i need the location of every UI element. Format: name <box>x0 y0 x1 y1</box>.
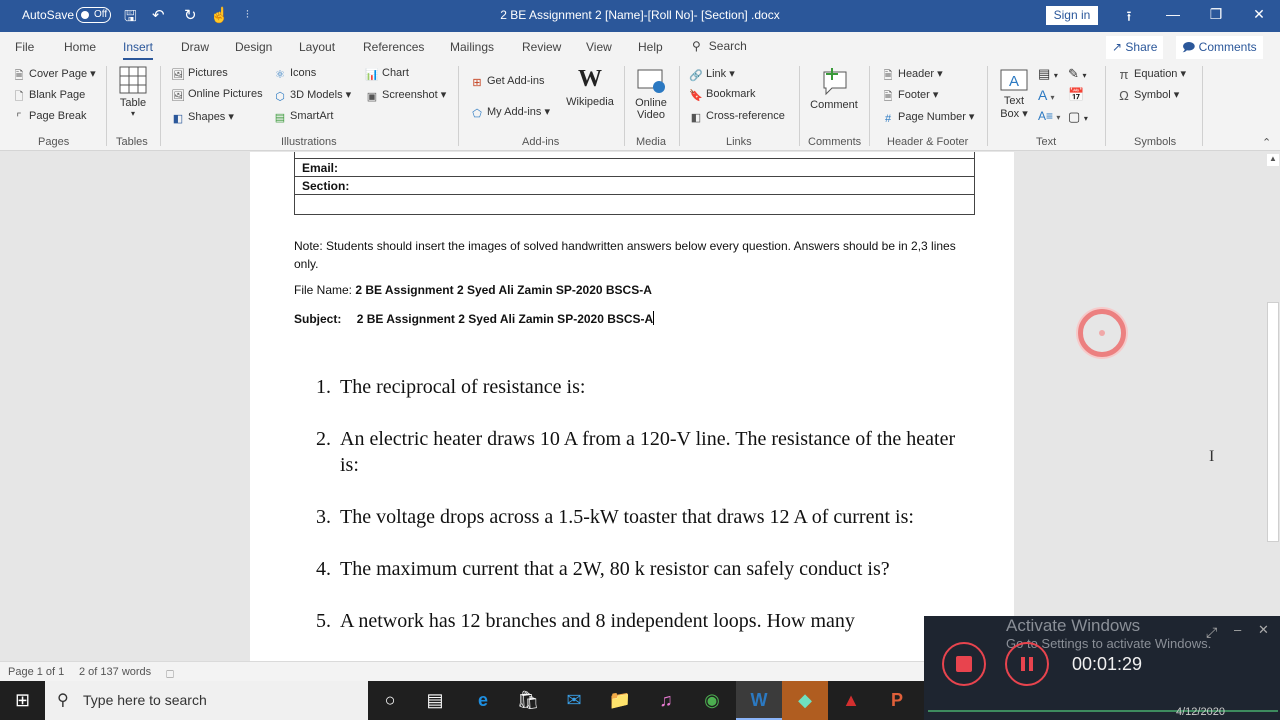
powerpoint-icon[interactable]: P <box>890 690 903 710</box>
svg-text:A: A <box>1009 73 1020 90</box>
cover-page-button[interactable] <box>12 67 96 80</box>
signature-line-icon[interactable]: ✎ ▾ <box>1068 66 1087 81</box>
pi-icon: π <box>1119 67 1129 82</box>
online-video-icon <box>636 68 666 94</box>
3d-models-button[interactable] <box>273 88 351 102</box>
cross-reference-label: Cross-reference <box>706 110 785 122</box>
shapes-icon: ◧ <box>172 113 184 125</box>
pictures-label: Pictures <box>188 67 228 79</box>
document-page[interactable] <box>250 152 1014 661</box>
filmora-icon[interactable]: ◆ <box>782 681 828 720</box>
my-addins-icon: ⬠ <box>472 108 482 120</box>
wikipedia-icon: W <box>578 66 602 92</box>
close-icon[interactable]: ✕ <box>1253 6 1265 22</box>
pictures-button[interactable] <box>171 67 228 80</box>
document-canvas[interactable] <box>0 152 1266 661</box>
autosave-label: AutoSave <box>22 8 75 22</box>
group-label-symbols: Symbols <box>1134 136 1177 148</box>
question-item <box>316 504 966 530</box>
online-video-label: Online <box>635 97 667 109</box>
new-comment-button[interactable] <box>806 66 862 111</box>
tab-help[interactable]: Help <box>638 40 663 54</box>
expand-icon[interactable]: ⤢ <box>1206 624 1218 640</box>
tab-design[interactable]: Design <box>235 40 273 54</box>
group-label-header-footer: Header & Footer <box>887 136 969 148</box>
text-box-label: Text <box>1003 95 1025 107</box>
wikipedia-label: Wikipedia <box>566 96 614 108</box>
my-addins-button[interactable] <box>470 105 550 119</box>
blank-page-icon: 🗋 <box>14 91 24 103</box>
divider <box>869 66 870 146</box>
vertical-scrollbar[interactable] <box>1266 152 1280 661</box>
chart-icon: 📊 <box>365 69 379 81</box>
cortana-icon[interactable]: ○ <box>384 690 396 710</box>
my-addins-label: My Add-ins ▾ <box>487 106 550 118</box>
bookmark-icon: 🔖 <box>689 90 703 102</box>
link-button[interactable] <box>689 67 735 81</box>
click-indicator-icon <box>1078 309 1126 357</box>
group-label-illustrations: Illustrations <box>281 136 337 148</box>
question-number: 4. <box>316 558 331 580</box>
online-pictures-label: Online Pictures <box>188 88 263 100</box>
cube-icon: ⬡ <box>275 91 285 103</box>
search-label: Search <box>708 39 747 53</box>
question-list <box>316 374 966 660</box>
footer-label: Footer ▾ <box>898 89 939 101</box>
blank-page-button[interactable] <box>12 88 85 101</box>
link-icon: 🔗 <box>689 70 703 82</box>
file-explorer-icon[interactable]: 📁 <box>608 690 632 710</box>
screenshot-button[interactable] <box>365 88 446 102</box>
quick-parts-icon[interactable]: ▤ ▾ <box>1038 66 1058 81</box>
question-number: 5. <box>316 610 331 632</box>
group-label-text: Text <box>1036 136 1057 148</box>
comments-label: Comments <box>1198 40 1257 54</box>
text-box-label-2: Box ▾ <box>1000 108 1028 120</box>
new-comment-icon <box>818 66 850 96</box>
chart-label: Chart <box>382 67 409 79</box>
mail-icon[interactable]: ✉ <box>566 690 582 710</box>
page-number-button[interactable] <box>881 110 974 125</box>
smartart-button[interactable] <box>273 110 333 123</box>
link-label: Link ▾ <box>706 68 735 80</box>
chrome-icon[interactable]: ◉ <box>704 690 720 710</box>
question-text: The maximum current that a 2W, 80 k resistor can safely conduct is? <box>340 558 890 580</box>
question-number: 2. <box>316 428 331 450</box>
question-text: A network has 12 branches and 8 independent loops. How many <box>340 610 855 632</box>
page-break-button[interactable] <box>12 110 86 123</box>
question-item <box>316 374 966 400</box>
blank-page-label: Blank Page <box>29 89 86 101</box>
cross-reference-button[interactable] <box>689 110 785 123</box>
icons-label: Icons <box>290 67 317 79</box>
page-break-label: Page Break <box>29 110 87 122</box>
customize-qat-icon[interactable]: ⫶ <box>246 9 249 21</box>
divider <box>1105 66 1106 146</box>
word-taskbar-icon[interactable]: W <box>736 681 782 720</box>
online-pictures-button[interactable] <box>171 88 263 101</box>
header-icon: 🗎 <box>883 70 893 82</box>
table-icon <box>119 66 147 94</box>
recording-progress-bar <box>928 710 1278 712</box>
tab-draw[interactable]: Draw <box>181 40 210 54</box>
question-text: The voltage drops across a 1.5-kW toaster that draws 12 A of current is: <box>340 506 914 528</box>
subject-value: 2 BE Assignment 2 Syed Ali Zamin SP-2020 BSCS-A <box>356 312 654 326</box>
question-text: The reciprocal of resistance is: <box>340 376 586 398</box>
cover-page-icon: 🗎 <box>14 70 24 82</box>
pause-recording-button[interactable] <box>1005 642 1049 686</box>
page-number-icon: # <box>884 113 892 125</box>
wikipedia-button[interactable] <box>564 66 616 108</box>
windows-start-icon[interactable]: ⊞ <box>14 690 31 710</box>
tab-layout[interactable]: Layout <box>299 40 336 54</box>
equation-label: Equation ▾ <box>1134 68 1187 80</box>
footer-icon: 🗎 <box>883 91 893 103</box>
subject-line <box>294 311 654 326</box>
tab-references[interactable]: References <box>363 40 425 54</box>
screen-recorder-widget <box>924 616 1280 720</box>
divider <box>106 66 107 146</box>
search-icon: ⚲ <box>692 39 701 53</box>
comments-button[interactable] <box>1176 36 1263 59</box>
header-label: Header ▾ <box>898 68 943 80</box>
screenshot-label: Screenshot ▾ <box>382 89 447 101</box>
collapse-ribbon-icon[interactable]: ⌃ <box>1262 137 1272 149</box>
question-text: An electric heater draws 10 A from a 120-V line. The resistance of the heater is: <box>340 428 956 476</box>
tab-review[interactable]: Review <box>522 40 562 54</box>
get-addins-button[interactable] <box>470 75 544 88</box>
question-item <box>316 608 966 634</box>
document-title: 2 BE Assignment 2 [Name]-[Roll No]- [Section] .docx <box>500 8 780 22</box>
header-button[interactable] <box>881 67 943 80</box>
restore-icon[interactable]: ❐ <box>1209 6 1223 22</box>
taskbar-date: 4/12/2020 <box>1176 706 1225 718</box>
divider <box>458 66 459 146</box>
icons-button[interactable] <box>273 67 316 80</box>
minimize-icon[interactable]: — <box>1166 6 1180 22</box>
wordart-icon[interactable]: A ▾ <box>1038 87 1055 103</box>
share-label: Share <box>1125 40 1158 54</box>
email-cell[interactable]: Email: <box>295 159 975 177</box>
acrobat-icon[interactable]: ▲ <box>842 690 860 710</box>
section-cell[interactable]: Section: <box>295 177 975 195</box>
screenshot-icon: ▣ <box>366 91 378 103</box>
question-number: 3. <box>316 506 331 528</box>
tell-me-search[interactable] <box>692 39 747 53</box>
comment-label: Comment <box>810 99 858 111</box>
tab-mailings[interactable]: Mailings <box>450 40 495 54</box>
search-icon: ⚲ <box>57 692 69 709</box>
question-item <box>316 556 966 582</box>
taskbar-search-placeholder: Type here to search <box>83 692 207 708</box>
sign-in-button[interactable]: Sign in <box>1046 6 1098 25</box>
student-info-table <box>294 152 975 215</box>
recording-elapsed-time: 00:01:29 <box>1072 654 1143 674</box>
minimize-icon[interactable]: – <box>1234 622 1242 637</box>
divider <box>679 66 680 146</box>
online-video-label-2: Video <box>637 109 665 121</box>
taskbar-search-box[interactable] <box>45 681 368 720</box>
footer-button[interactable] <box>881 88 938 101</box>
group-label-media: Media <box>636 136 666 148</box>
group-label-tables: Tables <box>116 136 148 148</box>
file-name-line <box>294 283 652 297</box>
online-pictures-icon: 🖼 <box>171 90 185 102</box>
table-label: Table <box>119 97 147 109</box>
text-cursor <box>653 311 654 325</box>
symbol-label: Symbol ▾ <box>1134 89 1180 101</box>
text-box-icon <box>999 68 1029 92</box>
icons-icon: ⚛ <box>275 69 285 81</box>
tab-view[interactable]: View <box>586 40 612 54</box>
share-button[interactable] <box>1106 36 1163 59</box>
redo-icon[interactable]: ↻ <box>184 7 197 24</box>
undo-icon[interactable]: ↶ <box>152 7 165 24</box>
cover-page-label: Cover Page ▾ <box>29 68 96 80</box>
title-bar <box>0 0 1280 32</box>
text-box-button[interactable] <box>996 68 1032 120</box>
scroll-up-icon[interactable]: ▲ <box>1267 154 1279 166</box>
page-break-icon: ⌜ <box>16 112 22 124</box>
drop-cap-icon[interactable]: A≡ ▾ <box>1038 109 1061 123</box>
page-number-label: Page Number ▾ <box>898 111 975 123</box>
symbol-button[interactable] <box>1117 88 1179 101</box>
group-label-pages: Pages <box>38 136 70 148</box>
subject-label: Subject: <box>294 312 342 326</box>
divider <box>799 66 800 146</box>
ibeam-cursor-icon: I <box>1209 448 1215 465</box>
save-icon[interactable]: 🖫 <box>124 8 137 25</box>
share-icon: ↗ <box>1112 40 1126 54</box>
empty-cell[interactable] <box>295 195 975 215</box>
close-icon[interactable]: ✕ <box>1258 622 1269 637</box>
edge-icon[interactable]: e <box>477 690 488 710</box>
divider <box>1202 66 1203 146</box>
task-view-icon[interactable]: ▤ <box>426 690 444 710</box>
smartart-label: SmartArt <box>290 110 334 122</box>
note-paragraph: Note: Students should insert the images of solved handwritten answers below every question. Answers should be in 2,3 lines only. <box>294 239 956 271</box>
touch-mode-icon[interactable]: ☝ <box>210 7 229 24</box>
tab-file[interactable]: File <box>15 40 35 54</box>
ribbon-display-options-icon[interactable]: ⭱ <box>1126 8 1132 24</box>
omega-icon: Ω <box>1119 88 1129 103</box>
group-label-comments: Comments <box>808 136 862 148</box>
store-icon: ⊞ <box>472 77 482 89</box>
equation-button[interactable] <box>1117 67 1186 80</box>
activate-windows-subtitle: Go to Settings to activate Windows. <box>1006 636 1212 651</box>
pictures-icon: 🖼 <box>171 69 185 81</box>
3d-models-label: 3D Models ▾ <box>290 89 352 101</box>
tab-insert[interactable]: Insert <box>123 40 154 54</box>
tab-home[interactable]: Home <box>64 40 97 54</box>
word-count[interactable]: 2 of 137 words <box>79 666 152 678</box>
scrollbar-thumb[interactable] <box>1267 302 1279 542</box>
proofing-icon[interactable]: 🗆 <box>166 669 175 681</box>
divider <box>624 66 625 146</box>
shapes-label: Shapes ▾ <box>188 111 234 123</box>
smartart-icon: ▤ <box>274 112 286 124</box>
object-icon[interactable]: ▢ ▾ <box>1068 109 1088 124</box>
online-video-button[interactable] <box>631 68 671 121</box>
file-name-value: 2 BE Assignment 2 Syed Ali Zamin SP-2020 BSCS-A <box>355 283 652 297</box>
bookmark-label: Bookmark <box>706 88 756 100</box>
chart-button[interactable] <box>365 67 409 80</box>
autosave-toggle[interactable]: Off <box>76 7 111 23</box>
divider <box>987 66 988 146</box>
file-name-label: File Name: <box>294 283 356 297</box>
comment-bubble-icon: 🗩 <box>1182 40 1199 54</box>
group-label-links: Links <box>726 136 752 148</box>
date-time-icon[interactable]: 📅 <box>1068 87 1085 102</box>
question-number: 1. <box>316 376 331 398</box>
table-dropdown-arrow: ▾ <box>130 109 135 118</box>
get-addins-label: Get Add-ins <box>487 75 545 87</box>
shapes-button[interactable] <box>171 110 234 124</box>
stop-recording-button[interactable] <box>942 642 986 686</box>
bookmark-button[interactable] <box>689 88 756 101</box>
store-icon[interactable]: 🛍 <box>516 690 540 710</box>
page-count[interactable]: Page 1 of 1 <box>8 666 65 678</box>
cross-reference-icon: ◧ <box>690 112 702 124</box>
group-label-addins: Add-ins <box>522 136 560 148</box>
ribbon-tabs <box>0 32 1280 62</box>
ribbon-insert <box>0 62 1280 151</box>
activate-windows-title: Activate Windows <box>1006 616 1141 635</box>
question-item <box>316 426 966 478</box>
divider <box>160 66 161 146</box>
table-button[interactable] <box>114 66 152 118</box>
itunes-icon[interactable]: ♫ <box>659 690 673 710</box>
